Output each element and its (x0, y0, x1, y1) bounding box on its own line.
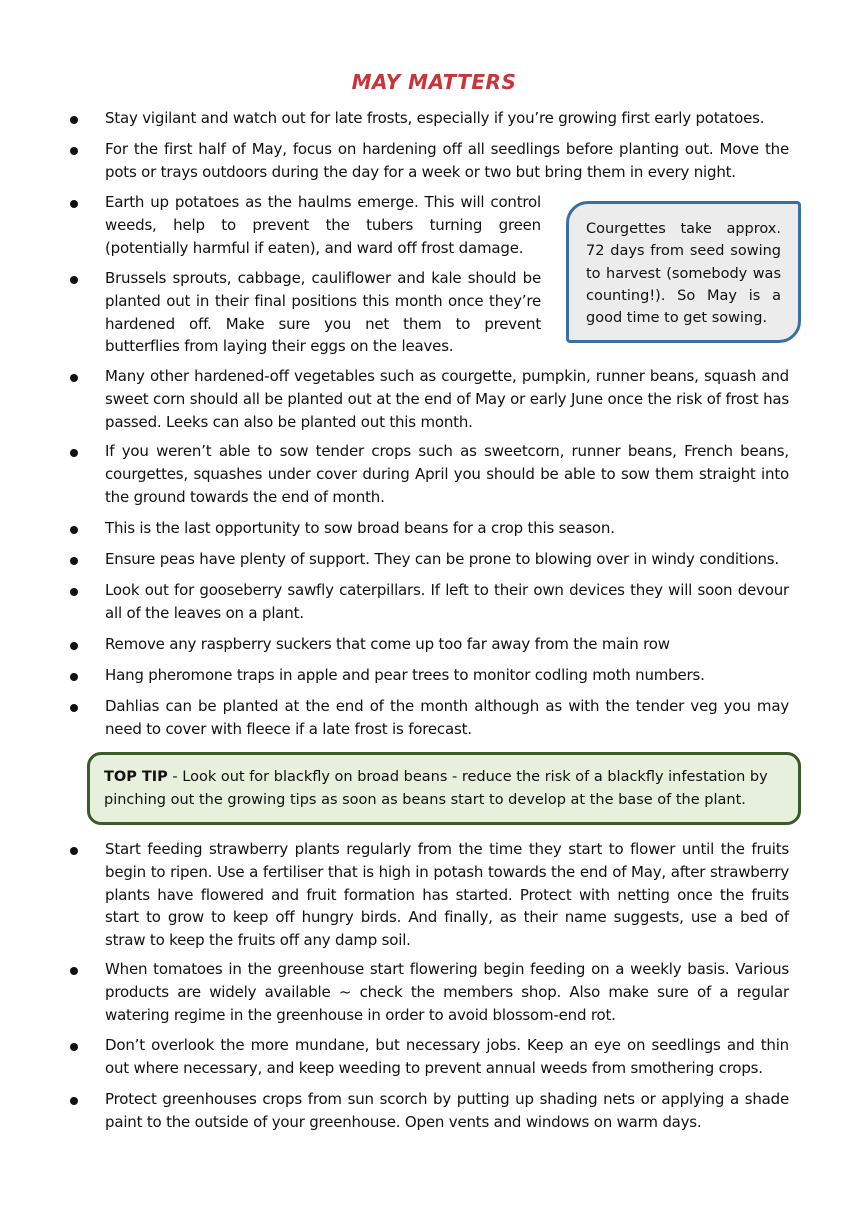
list-item-text: Stay vigilant and watch out for late frosts, especially if you’re growing first early potatoes. (105, 109, 765, 127)
bullet-icon (70, 526, 78, 534)
bullet-icon (70, 116, 78, 124)
top-tip-text: - Look out for blackfly on broad beans - reduce the risk of a blackfly infestation by pinching out the growing tips as soon as beans start to develop at the base of the plant. (104, 769, 768, 808)
list-item (70, 1034, 789, 1080)
list-item-text: Dahlias can be planted at the end of the month although as with the tender veg you may need to cover with fleece if a late frost is forecast. (105, 697, 789, 738)
list-item-text: When tomatoes in the greenhouse start flowering begin feeding on a weekly basis. Various products are widely available ~ check the members shop. Also make sure of a regular watering regime in the greenhouse in order to avoid blossom-end rot. (105, 960, 789, 1024)
top-tip-label: TOP TIP (104, 769, 168, 785)
bullet-icon (70, 1097, 78, 1105)
bullet-icon (70, 276, 78, 284)
list-item (70, 579, 789, 625)
list-item-text: This is the last opportunity to sow broad beans for a crop this season. (105, 519, 615, 537)
list-item (70, 365, 789, 433)
list-item (70, 548, 789, 571)
bullet-icon (70, 557, 78, 565)
list-item-text: Brussels sprouts, cabbage, cauliflower and kale should be planted out in their final positions this month once they’re hardened off. Make sure you net them to prevent butterflies from laying their eggs on the leaves. (105, 269, 541, 356)
bullet-icon (70, 967, 78, 975)
list-item (70, 838, 789, 952)
list-item (70, 440, 789, 508)
bullet-icon (70, 1043, 78, 1051)
list-item (70, 517, 789, 540)
list-item (70, 633, 789, 656)
bullet-icon (70, 642, 78, 650)
list-item (70, 138, 789, 184)
list-item (70, 695, 789, 741)
page-title: MAY MATTERS (351, 70, 517, 94)
bullet-icon (70, 147, 78, 155)
bullet-icon (70, 673, 78, 681)
callout-text: Courgettes take approx. 72 days from seed sowing to harvest (somebody was counting!). So May is a good time to get sowing. (586, 221, 781, 327)
bullet-icon (70, 704, 78, 712)
list-item-text: Many other hardened-off vegetables such as courgette, pumpkin, runner beans, squash and sweet corn should all be planted out at the end of May or early June once the risk of frost has passed. Leeks can also be planted out this month. (105, 367, 789, 431)
list-item-text: Hang pheromone traps in apple and pear trees to monitor codling moth numbers. (105, 666, 705, 684)
top-tip-box (87, 752, 801, 825)
list-item-text: Protect greenhouses crops from sun scorch by putting up shading nets or applying a shade paint to the outside of your greenhouse. Open vents and windows on warm days. (105, 1090, 789, 1131)
list-item (70, 1088, 789, 1134)
bullet-icon (70, 588, 78, 596)
bullet-icon (70, 374, 78, 382)
list-item-text: Earth up potatoes as the haulms emerge. This will control weeds, help to prevent the tubers turning green (potentially harmful if eaten), and ward off frost damage. (105, 193, 541, 257)
list-item-text: Start feeding strawberry plants regularly from the time they start to flower until the fruits begin to ripen. Use a fertiliser that is high in potash towards the end of May, after strawberry plants have flowered and fruit formation has started. Protect with netting once the fruits start to grow to keep off hungry birds. And finally, as their name suggests, use a bed of straw to keep the fruits off any damp soil. (105, 840, 789, 950)
list-item (70, 267, 541, 358)
bullet-icon (70, 847, 78, 855)
list-item-text: If you weren’t able to sow tender crops such as sweetcorn, runner beans, French beans, courgettes, squashes under cover during April you should be able to sow them straight into the ground towards the end of month. (105, 442, 789, 506)
bullet-icon (70, 449, 78, 457)
courgette-callout-box (566, 201, 801, 343)
list-item-text: Look out for gooseberry sawfly caterpillars. If left to their own devices they will soon devour all of the leaves on a plant. (105, 581, 789, 622)
list-item-text: Don’t overlook the more mundane, but necessary jobs. Keep an eye on seedlings and thin out where necessary, and keep weeding to prevent annual weeds from smothering crops. (105, 1036, 789, 1077)
list-item (70, 958, 789, 1026)
list-item (70, 664, 789, 687)
list-item-text: For the first half of May, focus on hardening off all seedlings before planting out. Move the pots or trays outdoors during the day for a week or two but bring them in every night. (105, 140, 789, 181)
bullet-icon (70, 200, 78, 208)
list-item (70, 191, 541, 259)
list-item-text: Ensure peas have plenty of support. They can be prone to blowing over in windy conditions. (105, 550, 779, 568)
list-item (70, 107, 789, 130)
list-item-text: Remove any raspberry suckers that come up too far away from the main row (105, 635, 670, 653)
